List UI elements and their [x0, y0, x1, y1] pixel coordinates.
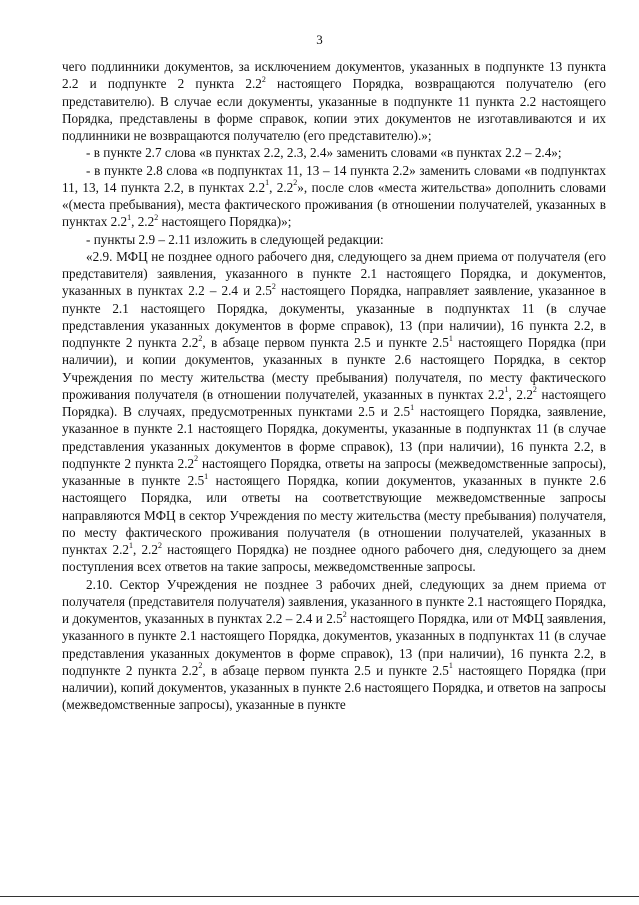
paragraph: [62, 162, 606, 231]
superscript-index: 1: [448, 333, 453, 343]
text-run: , 2.2: [269, 179, 294, 195]
text-run: настоящего Порядка)»;: [158, 214, 292, 230]
superscript-index: 2: [293, 178, 298, 188]
text-run: - пункты 2.9 – 2.11 изложить в следующей редакции:: [86, 231, 384, 247]
superscript-index: 1: [410, 402, 415, 412]
text-run: , в абзаце первом пункта 2.5 и пункте 2.5: [202, 335, 449, 350]
superscript-index: 1: [448, 661, 453, 671]
paragraph: [62, 248, 606, 576]
text-run: 2.10. Сектор Учреждения не позднее 3 рабочих дней, следующих за днем приема от получателя (представителя получателя) заявления, указанного в пункте 2.1 настоящего Порядка, и документов, указанных в пунктах 2.2 – 2.4 и 2.5: [62, 576, 606, 626]
text-run: чего подлинники документов, за исключением документов, указанных в подпункте 13 пункта 2.2 и подпункте 2 пункта 2.2: [62, 59, 606, 92]
superscript-index: 2: [157, 540, 162, 550]
superscript-index: 2: [271, 281, 276, 291]
superscript-index: 1: [265, 178, 270, 188]
text-run: , 2.2: [508, 386, 533, 402]
text-run: настоящего Порядка, направляет заявление, указанное в пункте 2.1 настоящего Порядка, документы, указанные в подпунктах 11 (в случае представления указанных документов в форме справок), 13 (при наличии), 16 пункта 2.2, в подпункте 2 пункта 2.2: [62, 283, 607, 350]
page-number: 3: [316, 32, 323, 47]
text-run: настоящего Порядка, ответы на запросы (межведомственные запросы), указанные в пункте 2.5: [62, 455, 606, 488]
superscript-index: 1: [127, 212, 132, 222]
superscript-index: 1: [204, 471, 209, 481]
superscript-index: 2: [532, 385, 537, 395]
paragraph: [62, 231, 606, 248]
text-run: - в пункте 2.7 слова «в пунктах 2.2, 2.3, 2.4» заменить словами «в пунктах 2.2 – 2.4»;: [86, 145, 562, 161]
text-run: , 2.2: [131, 214, 155, 230]
superscript-index: 2: [154, 212, 159, 222]
text-run: настоящего Порядка, копии документов, указанных в пункте 2.6 настоящего Порядка, или ответы на соответствующие межведомственные запросы направляются МФЦ в сектор Учреждения по месту жительства (месту пребывания) получателя, по месту фактического проживания получателя (в отношении получателей, указанных в пунктах 2.2: [62, 473, 607, 557]
text-run: настоящего Порядка). В случаях, предусмотренных пунктами 2.5 и 2.5: [62, 386, 607, 419]
text-run: настоящего Порядка (при наличии), и копии документов, указанных в пункте 2.6 настоящего Порядка, в сектор Учреждения по месту жительства (месту пребывания) получателя, по месту фактического проживания получателя (в отношении получателей, указанных в пунктах 2.2: [62, 335, 606, 402]
text-run: настоящего Порядка) не позднее одного рабочего дня, следующего за днем поступления всех ответов на такие запросы, межведомственные запросы.: [62, 542, 607, 575]
superscript-index: 2: [194, 454, 199, 464]
superscript-index: 2: [198, 333, 203, 343]
text-run: , в абзаце первом пункта 2.5 и пункте 2.5: [202, 662, 449, 678]
superscript-index: 1: [504, 385, 509, 395]
paragraph: [62, 576, 606, 714]
bottom-rule: [0, 896, 639, 897]
text-run: , 2.2: [132, 542, 158, 557]
text-run: настоящего Порядка, заявление, указанное в пункте 2.1 настоящего Порядка, документы, указанные в подпунктах 11 (в случае представления указанных документов в форме справок), 13 (при наличии), 16 пункта 2.2, в подпункте 2 пункта 2.2: [62, 404, 607, 471]
text-run: настоящего Порядка, или от МФЦ заявления, указанного в пункте 2.1 настоящего Порядка, документов, указанных в подпунктах 11 (в случае представления указанных документов в форме справок), 13 (при наличии), 16 пункта 2.2, в подпункте 2 пункта 2.2: [62, 611, 606, 678]
superscript-index: 2: [261, 74, 266, 84]
text-run: - в пункте 2.8 слова «в подпунктах 11, 13 – 14 пункта 2.2» заменить словами «в подпунктах 11, 13, 14 пункта 2.2, в пунктах 2.2: [62, 162, 606, 195]
paragraph: [62, 58, 606, 144]
superscript-index: 2: [342, 609, 347, 619]
paragraph: [62, 144, 606, 161]
text-run: настоящего Порядка, возвращаются получателю (его представителю). В случае если документы, указанные в подпункте 11 пункта 2.2 настоящего Порядка, представлены в форме справок, копии этих документов не изготавливаются и их подлинники не возвращаются получателю (его представителю).»;: [62, 76, 606, 143]
superscript-index: 1: [128, 540, 133, 550]
document-body: [62, 58, 606, 714]
superscript-index: 2: [198, 661, 203, 671]
text-run: », после слов «места жительства» дополнить словами «(места пребывания), места фактического проживания (в отношении получателей, указанных в пунктах 2.2: [62, 179, 606, 230]
text-run: настоящего Порядка (при наличии), копий документов, указанных в пункте 2.6 настоящего Порядка, и ответов на запросы (межведомственные запросы), указанные в пункте: [62, 662, 606, 713]
text-run: «2.9. МФЦ не позднее одного рабочего дня, следующего за днем приема от получателя (его представителя) заявления, указанного в пункте 2.1 настоящего Порядка, и документов, указанных в пунктах 2.2 – 2.4 и 2.5: [62, 248, 606, 299]
